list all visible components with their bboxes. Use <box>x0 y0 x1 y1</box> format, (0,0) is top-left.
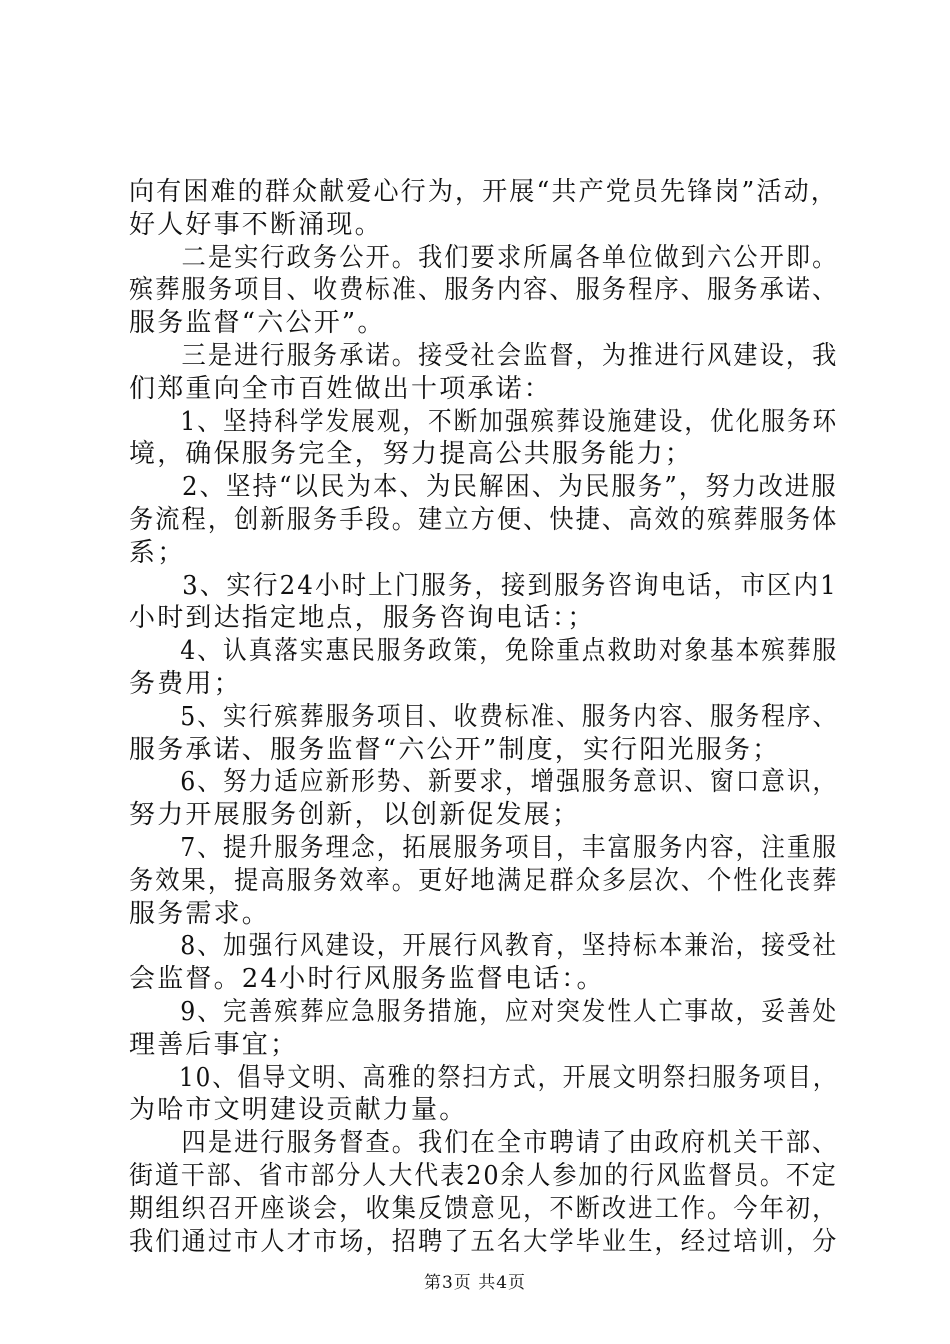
text-line: 2、坚持“以民为本、为民解困、为民服务”，努力改进服 <box>129 472 838 503</box>
text-line: 4、认真落实惠民服务政策，免除重点救助对象基本殡葬服 <box>129 636 839 667</box>
text-line: 务流程，创新服务手段。建立方便、快捷、高效的殡葬服务体 <box>129 505 839 535</box>
text-line: 理善后事宜； <box>129 1029 299 1060</box>
text-line: 务费用； <box>129 669 242 699</box>
text-line: 务效果，提高服务效率。更好地满足群众多层次、个性化丧葬 <box>129 865 839 896</box>
text-line: 服务承诺、服务监督“六公开”制度，实行阳光服务； <box>129 734 781 765</box>
text-line: 1、坚持科学发展观，不断加强殡葬设施建设，优化服务环 <box>129 406 839 437</box>
text-line: 境，确保服务完全，努力提高公共服务能力； <box>129 439 694 470</box>
text-line: 会监督。24小时行风服务监督电话：。 <box>129 964 605 995</box>
text-line: 我们通过市人才市场，招聘了五名大学毕业生，经过培训，分 <box>129 1226 839 1257</box>
text-line: 二是实行政务公开。我们要求所属各单位做到六公开即。 <box>129 242 839 273</box>
text-line: 5、实行殡葬服务项目、收费标准、服务内容、服务程序、 <box>129 701 839 732</box>
text-line: 努力开展服务创新，以创新促发展； <box>129 800 581 831</box>
text-line: 系； <box>129 537 186 568</box>
text-line: 街道干部、省市部分人大代表20余人参加的行风监督员。不定 <box>129 1161 838 1191</box>
text-line: 好人好事不断涌现。 <box>129 209 383 240</box>
text-line: 服务需求。 <box>129 898 271 929</box>
text-line: 三是进行服务承诺。接受社会监督，为推进行风建设，我 <box>129 341 839 371</box>
text-line: 6、努力适应新形势、新要求，增强服务意识、窗口意识， <box>129 767 839 798</box>
text-line: 服务监督“六公开”。 <box>129 308 386 339</box>
text-line: 小时到达指定地点，服务咨询电话：； <box>129 603 596 634</box>
text-line: 们郑重向全市百姓做出十项承诺： <box>129 373 553 404</box>
text-line: 9、完善殡葬应急服务措施，应对突发性人亡事故，妥善处 <box>129 997 839 1027</box>
text-line: 四是进行服务督查。我们在全市聘请了由政府机关干部、 <box>129 1128 839 1159</box>
text-line: 期组织召开座谈会，收集反馈意见，不断改进工作。今年初， <box>129 1193 839 1224</box>
text-line: 10、倡导文明、高雅的祭扫方式，开展文明祭扫服务项目， <box>129 1062 838 1093</box>
text-line: 为哈市文明建设贡献力量。 <box>129 1095 468 1126</box>
text-line: 向有困难的群众献爱心行为，开展“共产党员先锋岗”活动， <box>129 177 838 207</box>
page-footer: 第3页 共4页 <box>423 1273 527 1293</box>
text-line: 殡葬服务项目、收费标准、服务内容、服务程序、服务承诺、 <box>129 275 839 306</box>
text-line: 3、实行24小时上门服务，接到服务咨询电话，市区内1 <box>129 570 838 601</box>
text-line: 8、加强行风建设，开展行风教育，坚持标本兼治，接受社 <box>129 931 839 962</box>
text-line: 7、提升服务理念，拓展服务项目，丰富服务内容，注重服 <box>129 833 839 863</box>
